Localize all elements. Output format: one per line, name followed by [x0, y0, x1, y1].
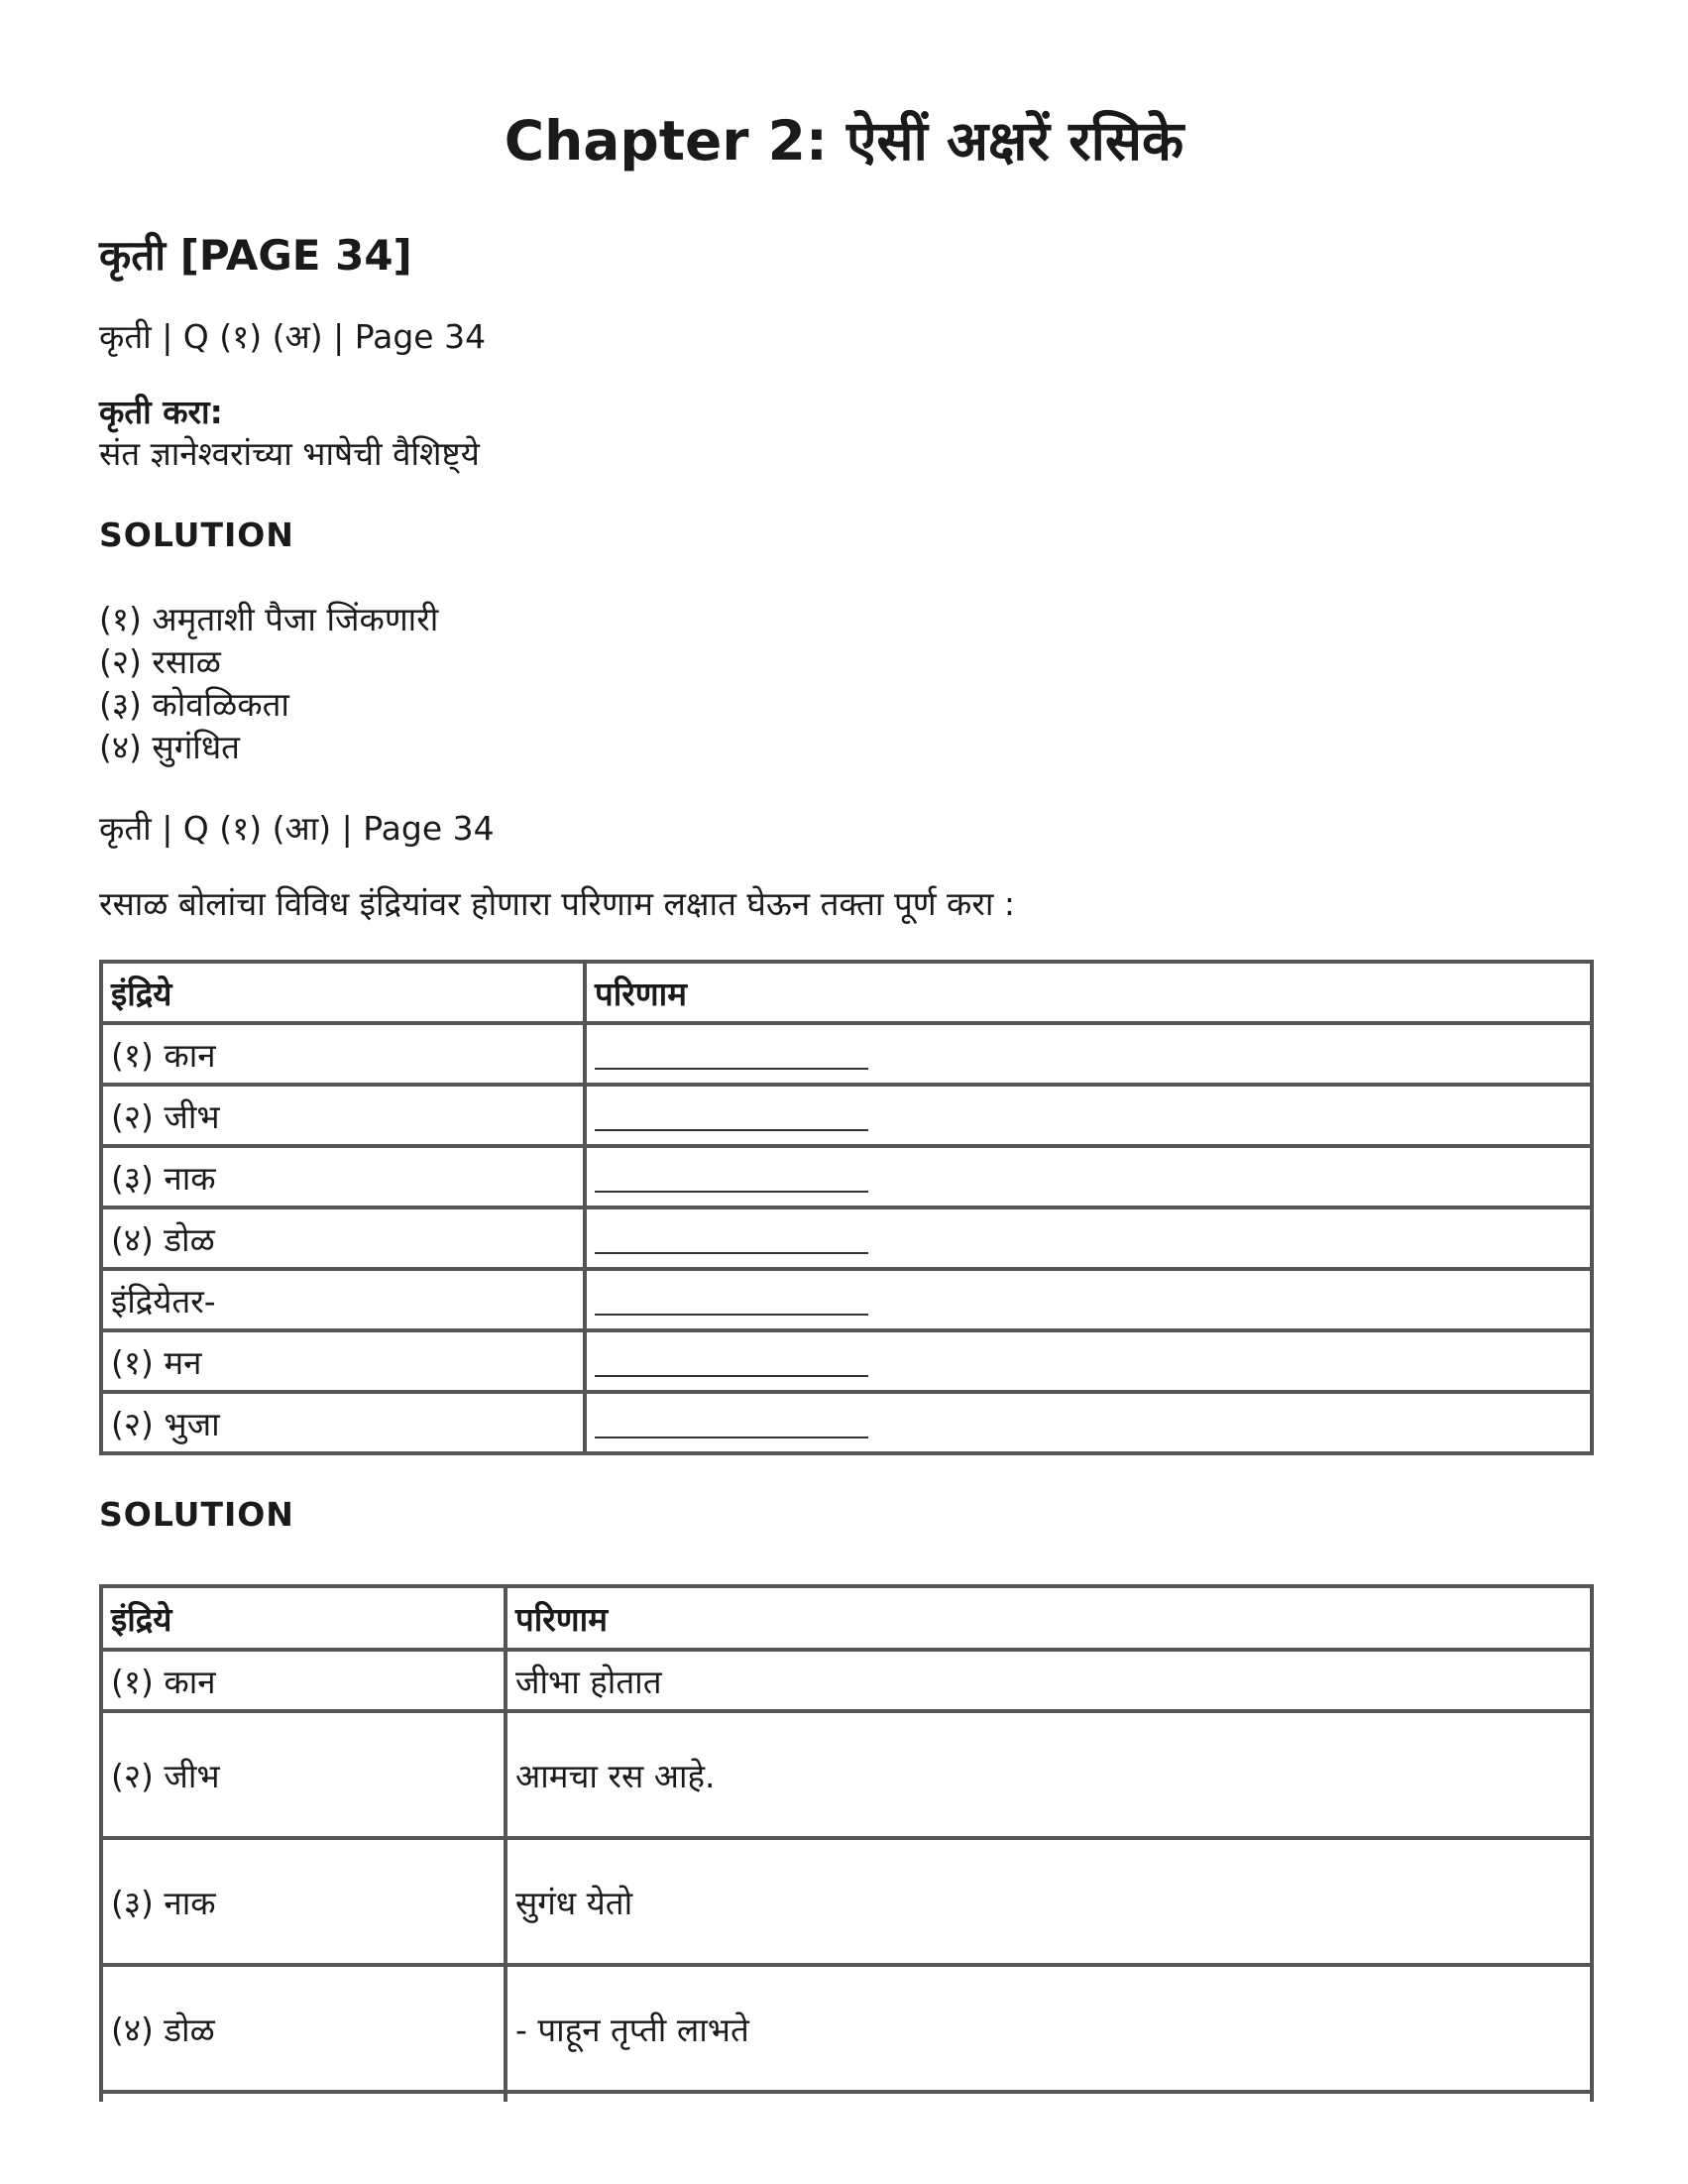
question-reference: कृती | Q (१) (आ) | Page 34 [99, 809, 495, 848]
table-cell: इंद्रियेतर- [103, 1271, 587, 1328]
answer-blank [595, 1038, 868, 1070]
table-cell: - पाहून तृप्ती लाभते [515, 2010, 749, 2049]
table-row [103, 1836, 1590, 1963]
table-cell: जीभा होतात [515, 1662, 662, 1701]
table-header-cell: इंद्रिये [103, 1588, 507, 1648]
table-cell: (२) जीभ [103, 1087, 587, 1144]
table-cell: (१) कान [103, 1025, 587, 1083]
table-row [103, 2090, 1590, 2102]
blank-cell [587, 1087, 1590, 1144]
table-row [103, 1206, 1590, 1267]
solution-label: SOLUTION [99, 516, 294, 554]
answer-blank [595, 1407, 868, 1438]
answer-blank [595, 1345, 868, 1377]
answer-blank [595, 1099, 868, 1131]
table-header-cell: इंद्रिये [103, 964, 587, 1021]
blank-cell [587, 1148, 1590, 1206]
table-row [103, 1328, 1590, 1390]
blank-cell [587, 1394, 1590, 1451]
answer-list [99, 598, 438, 768]
question-prompt: रसाळ बोलांचा विविध इंद्रियांवर होणारा परिणाम लक्षात घेऊन तक्ता पूर्ण करा : [99, 884, 1016, 923]
table-row [103, 1083, 1590, 1144]
question-reference: कृती | Q (१) (अ) | Page 34 [99, 317, 487, 356]
table-cell: (४) डोळ [103, 1967, 507, 2090]
list-item: (२) रसाळ [99, 642, 221, 681]
solution-table [99, 1584, 1594, 2102]
table-header-row [103, 1588, 1590, 1648]
question-prompt: संत ज्ञानेश्वरांच्या भाषेची वैशिष्ट्ये [99, 434, 480, 473]
blank-cell [587, 1209, 1590, 1267]
solution-label: SOLUTION [99, 1495, 294, 1534]
answer-blank [595, 1222, 868, 1254]
table-cell: (२) भुजा [103, 1394, 587, 1451]
table-cell [103, 2094, 507, 2102]
table-cell: (१) कान [103, 1652, 507, 1709]
table-row [103, 1021, 1590, 1083]
table-row [103, 1709, 1590, 1836]
blank-cell [587, 1025, 1590, 1083]
table-cell: (२) जीभ [103, 1713, 507, 1836]
list-item: (४) सुगंधित [99, 728, 240, 766]
list-item: (१) अमृताशी पैजा जिंकणारी [99, 600, 439, 638]
table-header-row [103, 964, 1590, 1021]
table-row [103, 1963, 1590, 2090]
solution-table-clip [0, 1584, 1688, 2102]
table-row [103, 1390, 1590, 1451]
table-cell: सुगंध येतो [515, 1883, 633, 1922]
answer-blank [595, 1161, 868, 1193]
table-cell: (३) नाक [103, 1840, 507, 1963]
instruction-label: कृती करा: [99, 393, 223, 431]
table-cell: (३) नाक [103, 1148, 587, 1206]
table-row [103, 1144, 1590, 1206]
table-header-cell: परिणाम [515, 1599, 608, 1639]
blank-cell [587, 1332, 1590, 1390]
section-heading: कृती [PAGE 34] [99, 231, 412, 280]
table-cell [507, 2094, 1590, 2102]
question-table [99, 960, 1594, 1455]
table-cell: (४) डोळ [103, 1209, 587, 1267]
answer-blank [595, 1284, 868, 1316]
table-cell: (१) मन [103, 1332, 587, 1390]
list-item: (३) कोवळिकता [99, 685, 289, 724]
table-row [103, 1648, 1590, 1709]
table-row [103, 1267, 1590, 1328]
blank-cell [587, 1271, 1590, 1328]
page-title: Chapter 2: ऐसीं अक्षरें रसिके [504, 109, 1184, 172]
table-cell: आमचा रस आहे. [515, 1756, 716, 1795]
table-header-cell: परिणाम [595, 974, 687, 1013]
